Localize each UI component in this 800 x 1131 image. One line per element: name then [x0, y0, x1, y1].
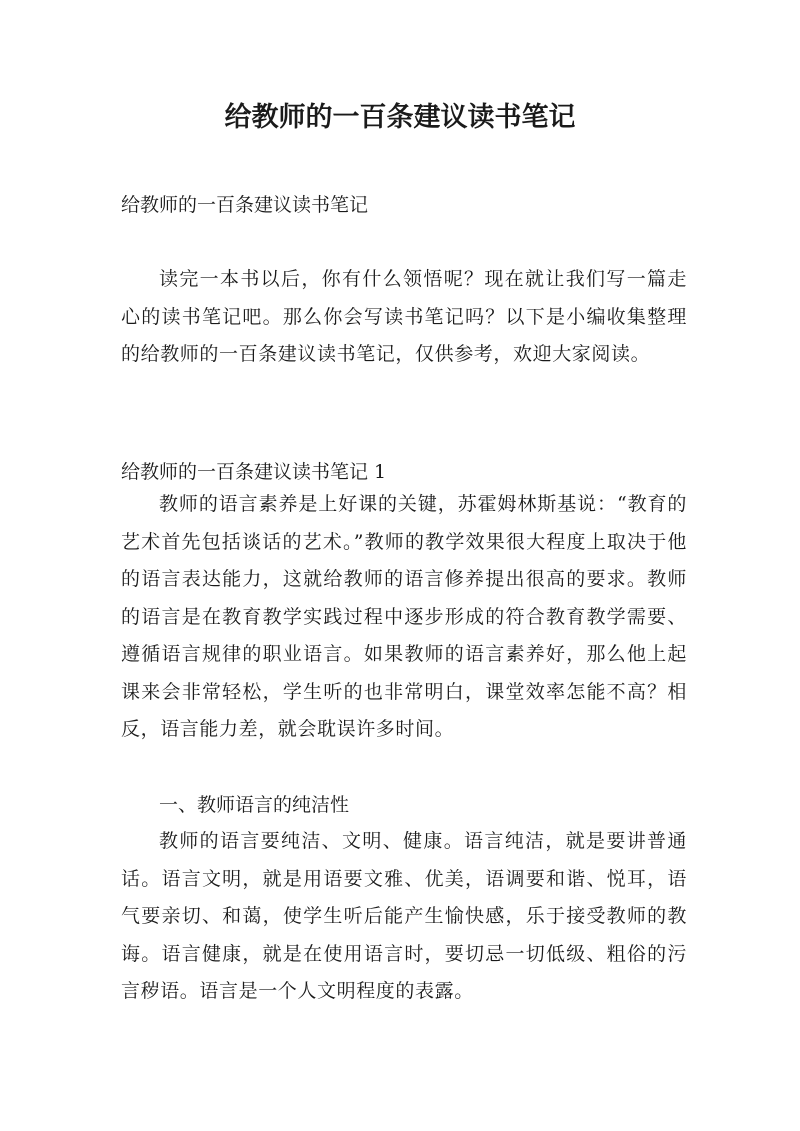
document-title: 给教师的一百条建议读书笔记	[224, 102, 576, 133]
section-heading: 给教师的一百条建议读书笔记 1	[121, 461, 387, 483]
body-paragraph-1: 教师的语言素养是上好课的关键，苏霍姆林斯基说：“教育的艺术首先包括谈话的艺术。”教师的教学效果很大程度上取决于他的语言表达能力，这就给教师的语言修养提出很高的要求。教师的语言是在教育教学实践过程中逐步形成的符合教育教学需要、遵循语言规律的职业语言。如果教师的语言素养好，那么他上起课来会非常轻松，学生听的也非常明白，课堂效率怎能不高？相反，语言能力差，就会耽误许多时间。	[121, 493, 687, 740]
body-paragraph-2: 教师的语言要纯洁、文明、健康。语言纯洁，就是要讲普通话。语言文明，就是用语要文雅、优美，语调要和谐、悦耳，语气要亲切、和蔼，使学生听后能产生愉快感，乐于接受教师的教诲。语言健康，就是在使用语言时，要切忌一切低级、粗俗的污言秽语。语言是一个人文明程度的表露。	[121, 830, 687, 1002]
intro-paragraph: 读完一本书以后，你有什么领悟呢？现在就让我们写一篇走心的读书笔记吧。那么你会写读书笔记吗？以下是小编收集整理的给教师的一百条建议读书笔记，仅供参考，欢迎大家阅读。	[121, 268, 687, 365]
document-subtitle: 给教师的一百条建议读书笔记	[121, 194, 369, 216]
subheading-1: 一、教师语言的纯洁性	[159, 794, 350, 816]
